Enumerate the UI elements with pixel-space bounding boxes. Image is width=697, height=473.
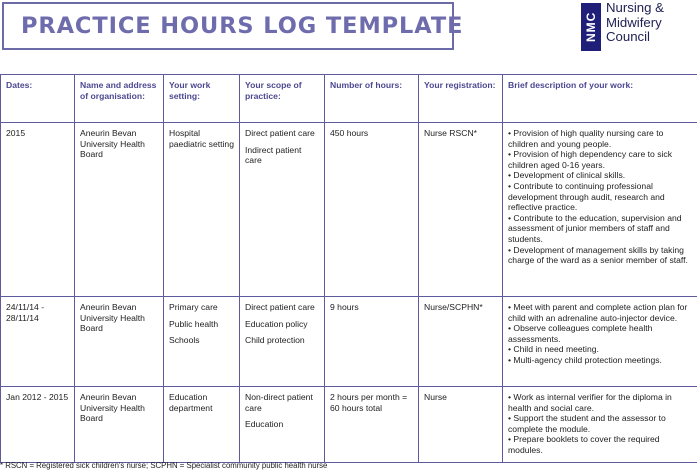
cell-setting: [164, 297, 240, 387]
cell-registration: Nurse: [419, 387, 503, 463]
logo-line: Midwifery: [606, 14, 662, 30]
description-list: [508, 128, 692, 266]
practice-hours-table: [0, 74, 697, 463]
cell-organisation: Aneurin Bevan University Health Board: [75, 387, 164, 463]
title-box: [2, 2, 464, 50]
scope-item: Non-direct patient care: [245, 392, 313, 413]
cell-description: [503, 297, 697, 387]
description-item: • Provision of high quality nursing care to children and young people.: [508, 128, 664, 149]
header-dates: Dates:: [1, 75, 75, 123]
scope-item: Education: [245, 419, 284, 430]
description-item: • Multi-agency child protection meetings.: [508, 354, 662, 365]
cell-hours: 450 hours: [325, 123, 419, 297]
table-row: [1, 123, 697, 297]
setting-item: Education department: [169, 392, 213, 413]
cell-description: [503, 123, 697, 297]
setting-item: Public health: [169, 318, 219, 329]
cell-dates: Jan 2012 - 2015: [1, 387, 75, 463]
scope-item: Direct patient care: [245, 302, 315, 312]
scope-item: Education policy: [245, 318, 308, 329]
header-work-setting: Your work setting:: [164, 75, 240, 123]
table-row: [1, 387, 697, 463]
cell-organisation: Aneurin Bevan University Health Board: [75, 123, 164, 297]
cell-hours: 2 hours per month = 60 hours total: [325, 387, 419, 463]
setting-item: Primary care: [169, 302, 218, 312]
nmc-logo: [581, 0, 695, 52]
cell-description: [503, 387, 697, 463]
description-item: • Development of management skills by taking charge of the ward as a senior member of staff.: [508, 244, 688, 266]
description-item: • Provision of high dependency care to sick children aged 0-16 years.: [508, 149, 672, 170]
cell-registration: Nurse/SCPHN*: [419, 297, 503, 387]
logo-line: Nursing &: [606, 0, 664, 15]
page-title: PRACTICE HOURS LOG TEMPLATE: [21, 13, 464, 39]
description-item: • Meet with parent and complete action plan for child with an adrenaline auto-injector device.: [508, 302, 688, 323]
cell-scope: [240, 387, 325, 463]
header-organisation: Name and address of organisation:: [75, 75, 164, 123]
cell-scope: [240, 297, 325, 387]
cell-setting: [164, 387, 240, 463]
description-item: • Observe colleagues complete health assessments.: [508, 323, 653, 344]
description-list: [508, 392, 692, 456]
cell-organisation: Aneurin Bevan University Health Board: [75, 297, 164, 387]
description-item: • Prepare booklets to cover the required modules.: [508, 434, 660, 455]
description-item: • Development of clinical skills.: [508, 170, 626, 181]
scope-item: Child protection: [245, 335, 305, 346]
header-scope: Your scope of practice:: [240, 75, 325, 123]
description-item: • Contribute to the education, supervision and assessment of junior members of staff and students.: [508, 212, 682, 244]
header-hours: Number of hours:: [325, 75, 419, 123]
header-registration: Your registration:: [419, 75, 503, 123]
cell-hours: 9 hours: [325, 297, 419, 387]
setting-item: Schools: [169, 335, 200, 346]
cell-dates: 24/11/14 - 28/11/14: [1, 297, 75, 387]
cell-setting: [164, 123, 240, 297]
cell-registration: Nurse RSCN*: [419, 123, 503, 297]
description-item: • Work as internal verifier for the diploma in health and social care.: [508, 392, 672, 413]
scope-item: Direct patient care: [245, 128, 315, 138]
description-item: • Contribute to continuing professional development through audit, research and reflective practice.: [508, 180, 665, 213]
table-row: [1, 297, 697, 387]
cell-scope: [240, 123, 325, 297]
cell-dates: 2015: [1, 123, 75, 297]
footnote: * RSCN = Registered sick children's nurse; SCPHN = Specialist community public health nurse: [0, 461, 328, 470]
description-item: • Support the student and the assessor to complete the module.: [508, 413, 666, 434]
header-description: Brief description of your work:: [503, 75, 697, 123]
description-list: [508, 302, 692, 366]
nmc-logo-mark: NMC: [581, 3, 601, 51]
nmc-logo-words: [606, 1, 664, 45]
table-header-row: [1, 75, 697, 123]
logo-line: Council: [606, 29, 650, 44]
setting-item: Hospital paediatric setting: [169, 128, 234, 149]
scope-item: Indirect patient care: [245, 144, 302, 166]
description-item: • Child in need meeting.: [508, 344, 599, 355]
